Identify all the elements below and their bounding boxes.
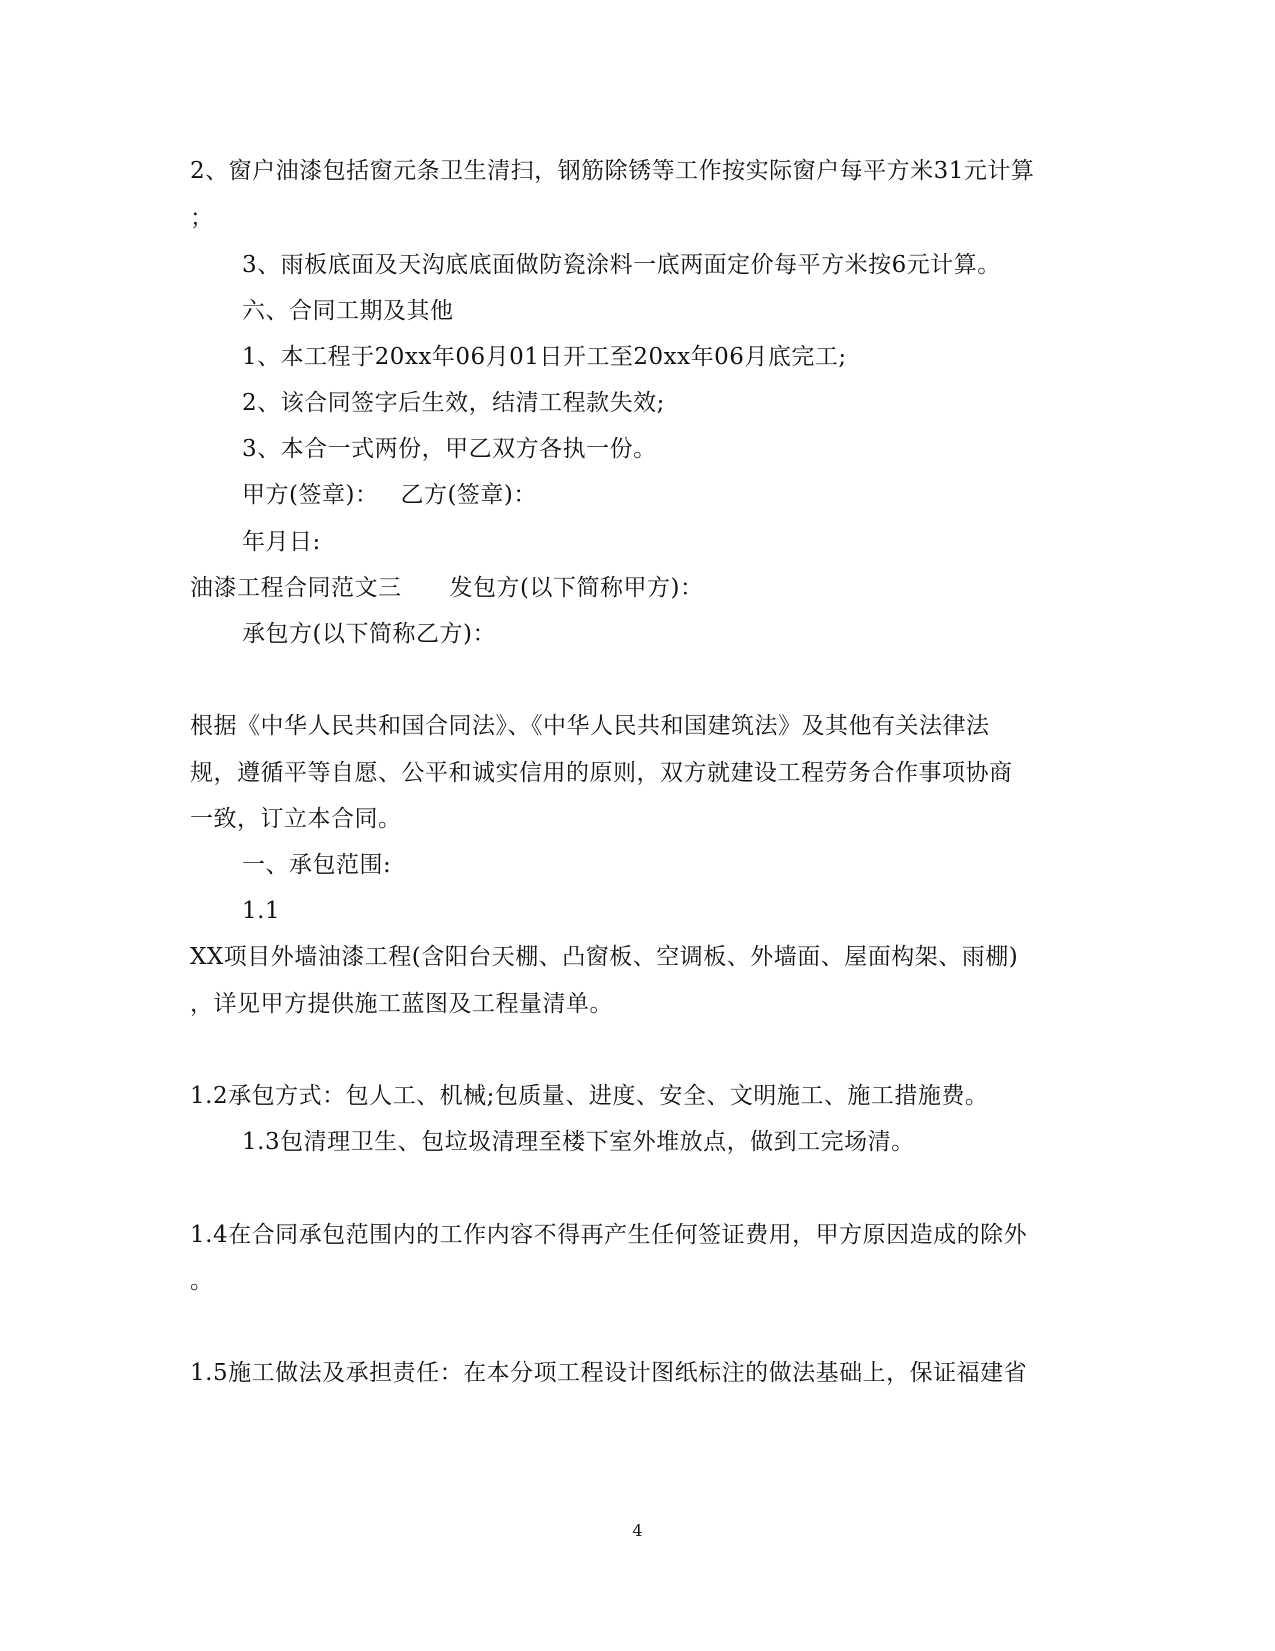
contract-title-line [190,573,703,603]
paragraph-line: ，详见甲方提供施工蓝图及工程量清单。 [190,991,613,1017]
section-heading: 一、承包范围: [242,852,392,878]
paragraph-line: 1.3包清理卫生、包垃圾清理至楼下室外堆放点，做到工完场清。 [242,1129,915,1155]
party-a-signature-label: 甲方(签章)： [242,482,379,508]
paragraph-line: 根据《中华人民共和国合同法》、《中华人民共和国建筑法》及其他有关法律法 [190,713,990,739]
paragraph-line: 2、该合同签字后生效，结清工程款失效; [242,390,665,416]
paragraph-line: 1、本工程于20xx年06月01日开工至20xx年06月底完工; [242,344,847,370]
signature-line [242,480,537,510]
section-heading: 六、合同工期及其他 [242,298,454,324]
employer-label: 发包方(以下简称甲方)： [449,575,704,601]
clause-number: 1.1 [242,898,281,924]
paragraph-line: 3、雨板底面及天沟底底面做防瓷涂料一底两面定价每平方米按6元计算。 [242,252,1001,278]
paragraph-line: 2、窗户油漆包括窗元条卫生清扫，钢筋除锈等工作按实际窗户每平方米31元计算 [190,158,1035,184]
paragraph-line: 1.2承包方式：包人工、机械;包质量、进度、安全、文明施工、施工措施费。 [190,1083,989,1109]
paragraph-line: 规，遵循平等自愿、公平和诚实信用的原则，双方就建设工程劳务合作事项协商 [190,760,1013,786]
paragraph-line: 1.4在合同承包范围内的工作内容不得再产生任何签证费用，甲方原因造成的除外 [190,1222,1028,1248]
paragraph-line: ； [190,205,214,231]
contractor-label: 承包方(以下简称乙方)： [242,621,496,647]
paragraph-line: XX项目外墙油漆工程(含阳台天棚、凸窗板、空调板、外墙面、屋面构架、雨棚) [190,944,1019,970]
page-number: 4 [632,1521,643,1540]
party-b-signature-label: 乙方(签章)： [400,482,537,508]
paragraph-line: 3、本合一式两份，甲乙双方各执一份。 [242,436,657,462]
contract-title: 油漆工程合同范文三 [190,575,402,601]
paragraph-line: 一致，订立本合同。 [190,806,402,832]
paragraph-line: 。 [190,1268,214,1294]
date-line: 年月日: [242,529,321,555]
paragraph-line: 1.5施工做法及承担责任：在本分项工程设计图纸标注的做法基础上，保证福建省 [190,1360,1028,1386]
